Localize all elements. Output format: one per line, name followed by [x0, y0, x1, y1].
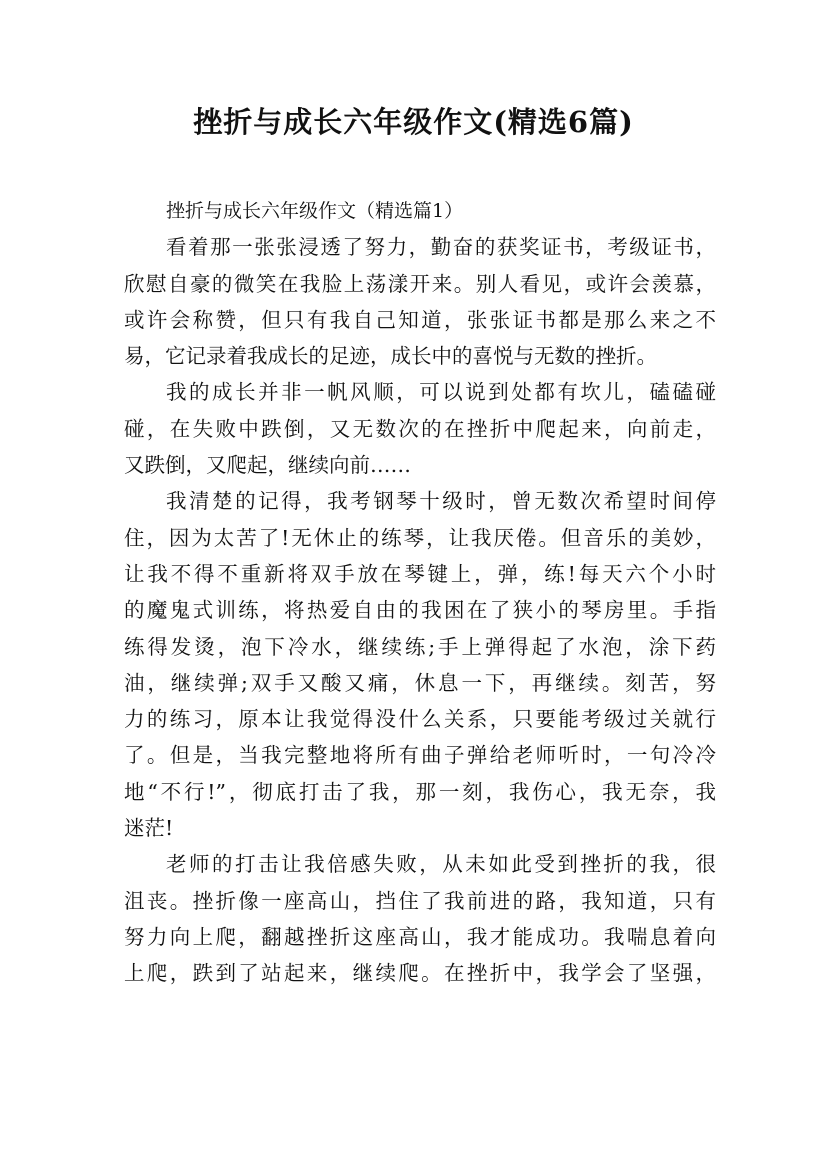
section-subheading: 挫折与成长六年级作文（精选篇1）	[166, 200, 464, 222]
paragraph-3-line-8: 了。但是，当我完整地将所有曲子弹给老师听时，一句冷冷	[124, 743, 716, 768]
paragraph-3-line-10: 迷茫!	[124, 816, 174, 841]
paragraph-3-line-9: 地“不行!”，彻底打击了我，那一刻，我伤心，我无奈，我	[124, 779, 716, 804]
paragraph-3-line-3: 让我不得不重新将双手放在琴键上，弹，练!每天六个小时	[124, 561, 716, 586]
paragraph-1-line-2: 欣慰自豪的微笑在我脸上荡漾开来。别人看见，或许会羡慕，	[124, 271, 716, 296]
paragraph-3-line-2: 住，因为太苦了!无休止的练琴，让我厌倦。但音乐的美妙，	[124, 525, 716, 550]
paragraph-4-line-3: 努力向上爬，翻越挫折这座高山，我才能成功。我喘息着向	[124, 924, 716, 949]
document-body	[124, 193, 716, 992]
paragraph-3-line-7: 力的练习，原本让我觉得没什么关系，只要能考级过关就行	[124, 707, 716, 732]
paragraph-3-line-5: 练得发烫，泡下冷水，继续练;手上弹得起了水泡，涂下药	[124, 634, 716, 659]
paragraph-1-line-3: 或许会称赞，但只有我自己知道，张张证书都是那么来之不	[124, 307, 716, 332]
paragraph-1-line-1: 看着那一张张浸透了努力，勤奋的获奖证书，考级证书，	[166, 235, 716, 260]
document-title: 挫折与成长六年级作文(精选6篇)	[193, 105, 634, 139]
paragraph-3-line-4: 的魔鬼式训练，将热爱自由的我困在了狭小的琴房里。手指	[124, 598, 716, 623]
paragraph-2-line-2: 碰，在失败中跌倒，又无数次的在挫折中爬起来，向前走，	[124, 416, 716, 441]
paragraph-4-line-1: 老师的打击让我倍感失败，从未如此受到挫折的我，很	[166, 852, 716, 877]
paragraph-1-line-4: 易，它记录着我成长的足迹，成长中的喜悦与无数的挫折。	[124, 344, 657, 369]
paragraph-4-line-4: 上爬，跌到了站起来，继续爬。在挫折中，我学会了坚强，	[124, 961, 716, 986]
paragraph-3-line-6: 油，继续弹;双手又酸又痛，休息一下，再继续。刻苦，努	[124, 670, 716, 695]
paragraph-3-line-1: 我清楚的记得，我考钢琴十级时，曾无数次希望时间停	[166, 489, 716, 514]
paragraph-2-line-1: 我的成长并非一帆风顺，可以说到处都有坎儿，磕磕碰	[166, 380, 716, 405]
paragraph-4-line-2: 沮丧。挫折像一座高山，挡住了我前进的路，我知道，只有	[124, 888, 716, 913]
paragraph-2-line-3: 又跌倒，又爬起，继续向前……	[124, 453, 411, 478]
